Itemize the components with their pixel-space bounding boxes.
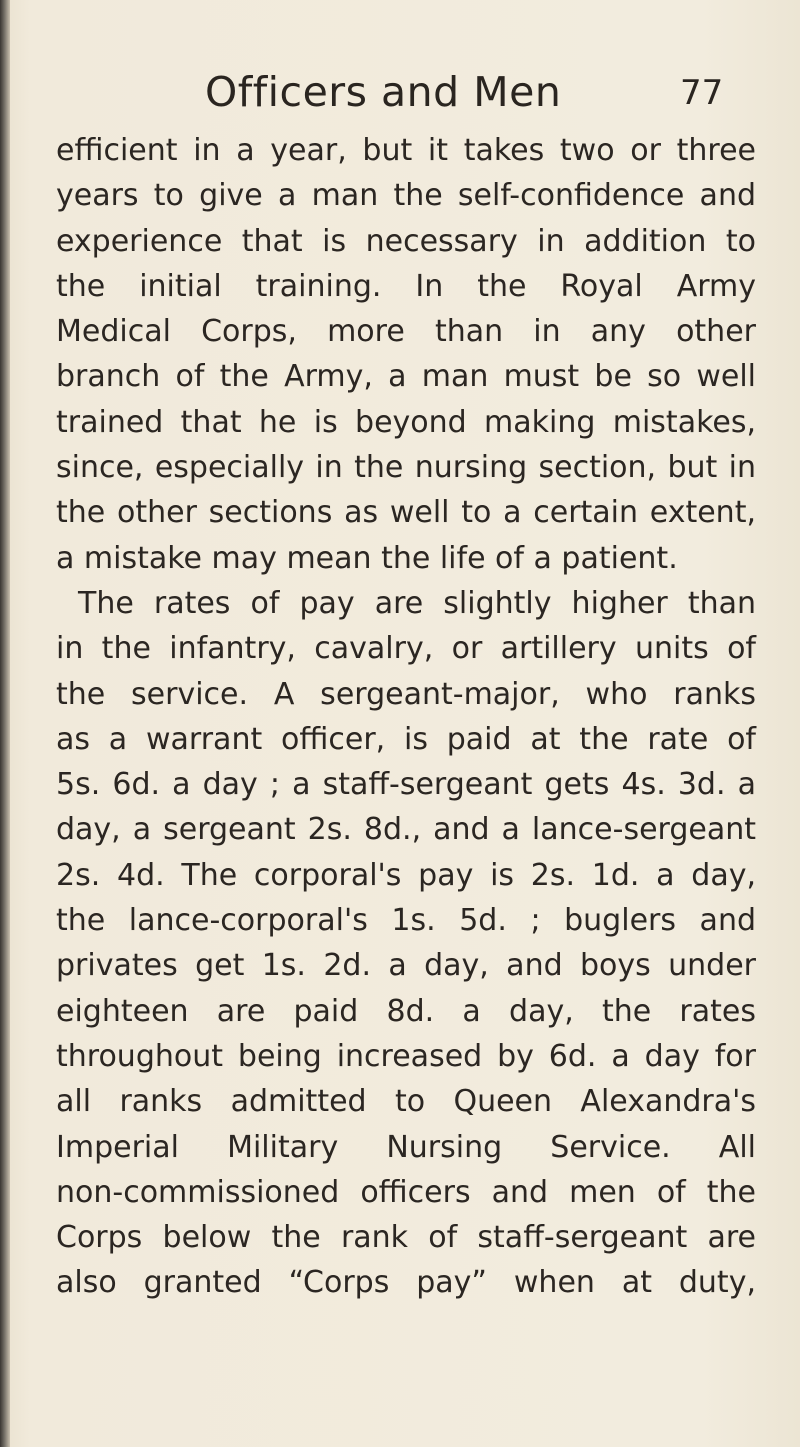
text-line: efficient in a year, but it takes two or three	[56, 133, 756, 168]
page-gutter	[0, 0, 10, 1447]
text-line: the lance-corporal's 1s. 5d. ; buglers and	[56, 903, 756, 939]
text-line: a mistake may mean the life of a patient.	[56, 540, 678, 576]
text-line: the initial training. In the Royal Army	[56, 268, 756, 304]
text-line: the service. A sergeant-major, who ranks	[56, 676, 756, 712]
text-line: eighteen are paid 8d. a day, the rates	[56, 993, 756, 1029]
text-line: non-commissioned officers and men of the	[56, 1174, 756, 1210]
text-line: all ranks admitted to Queen Alexandra's	[56, 1084, 756, 1120]
paragraph-start-line: The rates of pay are slightly higher than	[78, 585, 756, 621]
page-number: 77	[680, 73, 724, 113]
text-line: 2s. 4d. The corporal's pay is 2s. 1d. a day,	[56, 857, 756, 893]
text-line: day, a sergeant 2s. 8d., and a lance-sergeant	[56, 812, 756, 848]
text-line: since, especially in the nursing section, but in	[56, 450, 756, 486]
text-line: in the infantry, cavalry, or artillery units of	[56, 631, 756, 667]
text-line: Medical Corps, more than in any other	[56, 314, 756, 350]
text-line: Imperial Military Nursing Service. All	[56, 1129, 756, 1165]
text-line: privates get 1s. 2d. a day, and boys under	[56, 948, 756, 984]
text-line: Corps below the rank of staff-sergeant are	[56, 1220, 756, 1256]
text-line: as a warrant officer, is paid at the rate of	[56, 721, 756, 757]
text-line: branch of the Army, a man must be so well	[56, 359, 756, 395]
body-text	[56, 128, 756, 1306]
text-line: 5s. 6d. a day ; a staff-sergeant gets 4s. 3d. a	[56, 767, 756, 803]
text-line: throughout being increased by 6d. a day for	[56, 1038, 756, 1074]
text-line: trained that he is beyond making mistakes,	[56, 404, 756, 440]
running-head: Officers and Men	[205, 68, 562, 116]
text-line: also granted “Corps pay” when at duty,	[56, 1265, 756, 1301]
text-line: experience that is necessary in addition to	[56, 223, 756, 259]
text-line: years to give a man the self-confidence and	[56, 178, 756, 214]
text-line: the other sections as well to a certain extent,	[56, 495, 756, 531]
page-header	[0, 66, 800, 128]
